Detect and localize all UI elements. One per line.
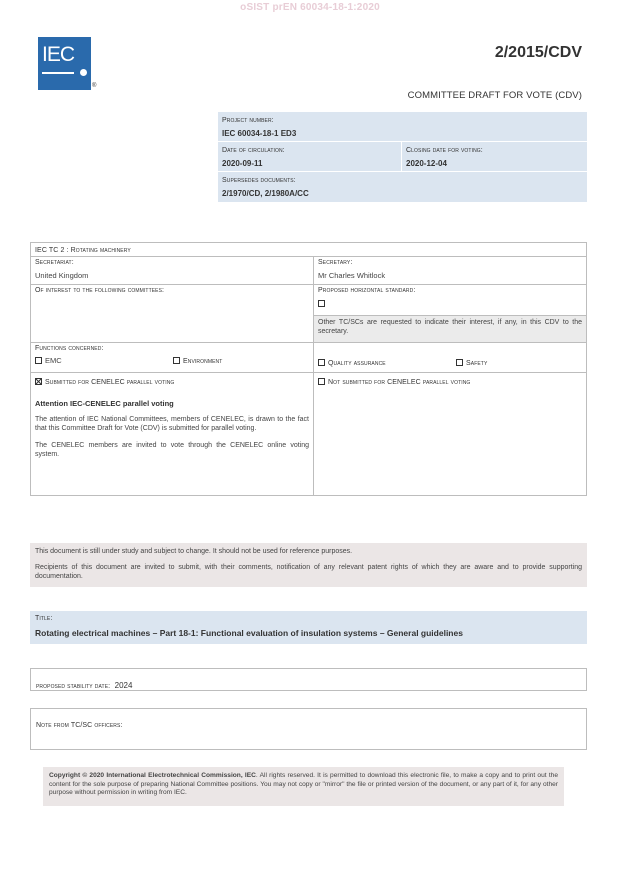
secretariat-value: United Kingdom xyxy=(35,271,89,280)
secretary-value: Mr Charles Whitlock xyxy=(318,271,386,280)
logo-text: IEC xyxy=(42,43,75,66)
horizontal-checkbox[interactable] xyxy=(318,300,325,307)
not-submitted-checkbox[interactable] xyxy=(318,378,325,385)
title-label: Title: xyxy=(35,615,53,622)
attention-paragraph-2: The CENELEC members are invited to vote through the CENELEC online voting system. xyxy=(35,442,309,458)
dates-row xyxy=(218,142,587,172)
functions-label: Functions concerned: xyxy=(35,345,104,352)
cenelec-submitted-cell xyxy=(31,373,314,496)
attention-title: Attention IEC-CENELEC parallel voting xyxy=(35,399,174,408)
horizontal-note-cell xyxy=(314,316,587,343)
officers-note-box xyxy=(30,708,587,750)
secretariat-label: Secretariat: xyxy=(35,259,74,266)
iec-logo xyxy=(38,37,91,90)
logo-bar xyxy=(42,72,74,74)
notice-line-2: Recipients of this document are invited to submit, with their comments, notification of any relevant patent rights of which they are aware and to provide supporting documentation. xyxy=(35,564,582,580)
tc-cell xyxy=(31,243,587,257)
registered-mark: ® xyxy=(92,83,97,89)
functions-cell-right xyxy=(314,343,587,373)
stability-box xyxy=(30,668,587,691)
project-info-box xyxy=(218,112,587,202)
project-number-row xyxy=(218,112,587,142)
secretary-label: Secretary: xyxy=(318,259,353,266)
safety-label: Safety xyxy=(466,360,488,367)
environment-label: Environment xyxy=(183,358,223,365)
interest-label: Of interest to the following committees: xyxy=(35,287,165,294)
submitted-checkbox[interactable] xyxy=(35,378,42,385)
secretary-cell xyxy=(314,257,587,285)
circulation-date: 2020-09-11 xyxy=(222,159,263,168)
logo-dot xyxy=(80,69,87,76)
safety-checkbox[interactable] xyxy=(456,359,463,366)
quality-label: Quality assurance xyxy=(328,360,386,367)
horizontal-note: Other TC/SCs are requested to indicate their interest, if any, in this CDV to the secretary. xyxy=(318,319,582,335)
document-title: Rotating electrical machines – Part 18-1: Functional evaluation of insulation systems – General guidelines xyxy=(35,628,463,638)
emc-checkbox[interactable] xyxy=(35,357,42,364)
quality-checkbox[interactable] xyxy=(318,359,325,366)
watermark: oSIST prEN 60034-18-1:2020 xyxy=(240,2,380,13)
circulation-label: Date of circulation: xyxy=(222,147,285,154)
closing-date: 2020-12-04 xyxy=(406,159,447,168)
officers-note-label: Note from TC/SC officers: xyxy=(36,722,123,729)
project-number: IEC 60034-18-1 ED3 xyxy=(222,129,297,138)
title-box xyxy=(30,611,587,644)
committee-table xyxy=(30,242,587,496)
horizontal-cell xyxy=(314,285,587,316)
supersedes-documents: 2/1970/CD, 2/1980A/CC xyxy=(222,189,309,198)
project-number-label: Project number: xyxy=(222,117,274,124)
circulation-cell xyxy=(218,142,402,171)
environment-checkbox[interactable] xyxy=(173,357,180,364)
supersedes-label: Supersedes documents: xyxy=(222,177,296,184)
supersedes-row xyxy=(218,172,587,202)
submitted-label: Submitted for CENELEC parallel voting xyxy=(45,379,175,386)
cenelec-not-submitted-cell xyxy=(314,373,587,496)
copyright-box xyxy=(43,767,564,806)
attention-paragraph-1: The attention of IEC National Committees, members of CENELEC, is drawn to the fact that this Committee Draft for Vote (CDV) is submitted for parallel voting. xyxy=(35,416,309,432)
emc-label: EMC xyxy=(45,356,62,365)
not-submitted-label: Not submitted for CENELEC parallel voting xyxy=(328,379,471,386)
copyright-bold: Copyright © 2020 International Electrotechnical Commission, IEC xyxy=(49,772,256,779)
notice-box xyxy=(30,543,587,587)
copyright-rest: . All rights reserved. It is permitted to download this electronic file, to make a copy and to print out the content for the sole purpose of preparing National Committee positions. You may not copy or "mirror" the file or printed version of the document, or any part of it, for any other purpose without permission in writing from IEC. xyxy=(49,772,558,796)
secretariat-cell xyxy=(31,257,314,285)
stability-label: proposed stability date: xyxy=(36,683,111,690)
closing-label: Closing date for voting: xyxy=(406,147,483,154)
tc-name: IEC TC 2 : Rotating machinery xyxy=(35,247,131,254)
notice-line-1: This document is still under study and subject to change. It should not be used for reference purposes. xyxy=(35,548,353,555)
functions-cell-left xyxy=(31,343,314,373)
copyright-text xyxy=(49,772,558,798)
document-number: 2/2015/CDV xyxy=(494,44,582,61)
stability-date: 2024 xyxy=(114,681,133,690)
interest-cell xyxy=(31,285,314,343)
document-type: COMMITTEE DRAFT FOR VOTE (CDV) xyxy=(407,90,582,101)
closing-cell xyxy=(402,142,587,171)
horizontal-label: Proposed horizontal standard: xyxy=(318,287,416,294)
